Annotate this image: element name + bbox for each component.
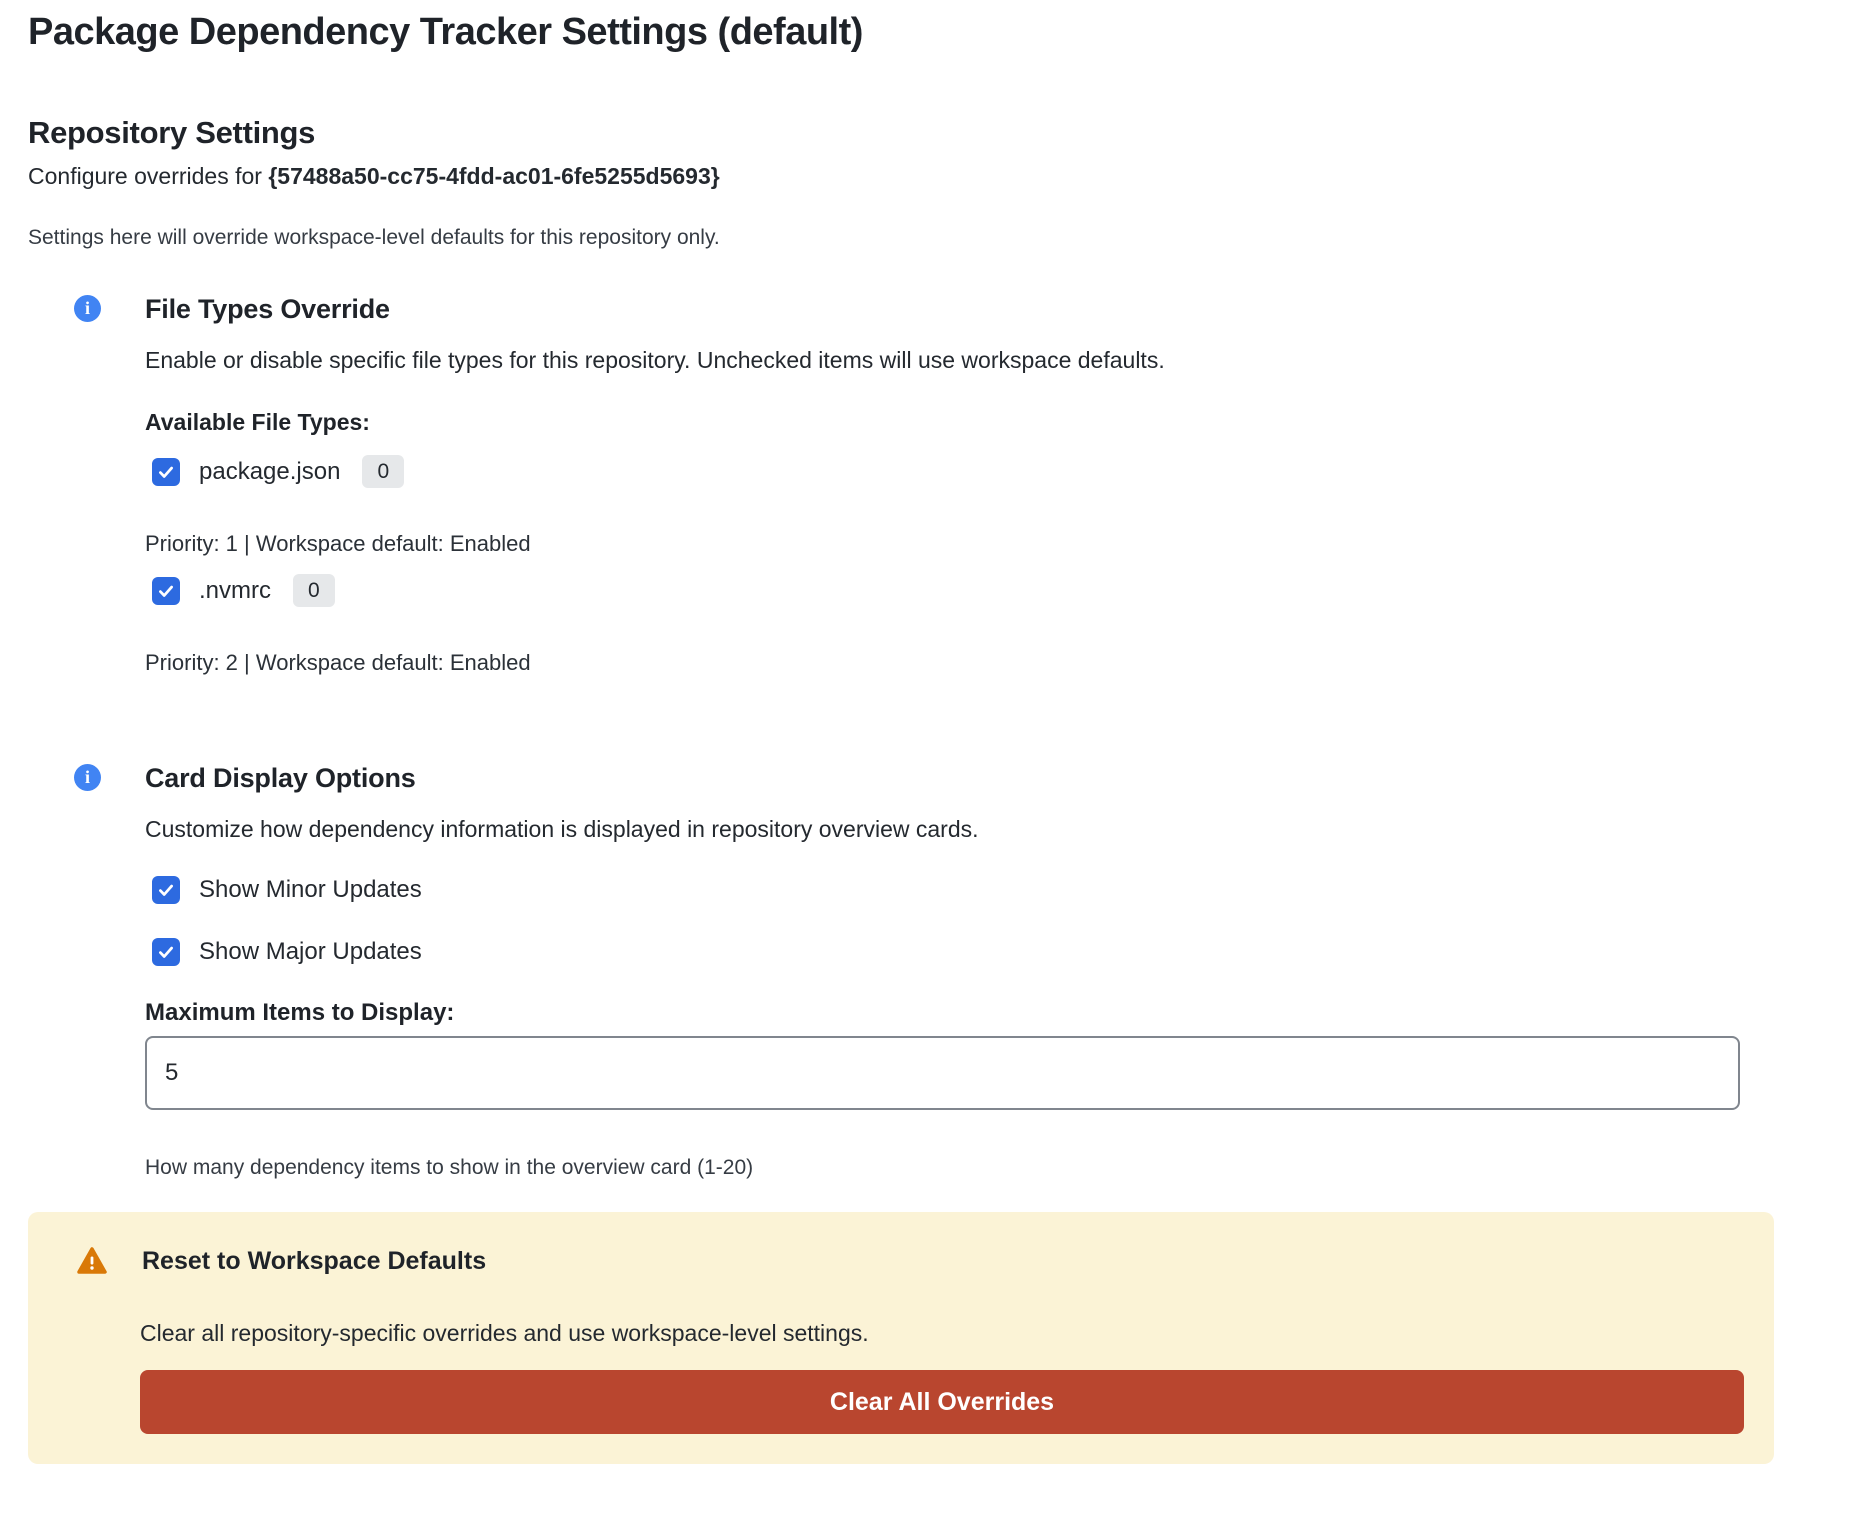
reset-description: Clear all repository-specific overrides and use workspace-level settings. — [140, 1320, 869, 1346]
file-types-override-heading: File Types Override — [145, 294, 390, 324]
configure-overrides-line — [28, 161, 1828, 191]
file-type-row-package-json[interactable] — [152, 455, 1740, 488]
option-label: Show Minor Updates — [199, 876, 422, 903]
max-items-label: Maximum Items to Display: — [145, 999, 455, 1026]
repository-id: {57488a50-cc75-4fdd-ac01-6fe5255d5693} — [268, 163, 720, 189]
file-types-override-description: Enable or disable specific file types for this repository. Unchecked items will use workspace defaults. — [145, 347, 1165, 373]
override-note: Settings here will override workspace-level defaults for this repository only. — [28, 226, 720, 249]
checkbox-show-minor-updates[interactable] — [152, 876, 180, 904]
configure-overrides-prefix: Configure overrides for — [28, 163, 269, 189]
priority-meta: Priority: 1 | Workspace default: Enabled — [145, 531, 531, 556]
checkbox-show-major-updates[interactable] — [152, 938, 180, 966]
option-row-show-major-updates[interactable] — [152, 938, 1740, 966]
option-row-show-minor-updates[interactable] — [152, 876, 1740, 904]
clear-all-overrides-button[interactable]: Clear All Overrides — [140, 1370, 1744, 1434]
checkbox-nvmrc[interactable] — [152, 577, 180, 605]
check-icon — [157, 943, 175, 961]
repository-settings-heading: Repository Settings — [28, 115, 316, 150]
count-badge: 0 — [293, 574, 335, 607]
reset-warning-panel — [28, 1212, 1774, 1464]
max-items-input[interactable] — [145, 1036, 1740, 1110]
priority-meta: Priority: 2 | Workspace default: Enabled — [145, 650, 531, 675]
option-label: Show Major Updates — [199, 938, 422, 965]
page-title: Package Dependency Tracker Settings (default) — [28, 11, 863, 53]
info-icon[interactable]: i — [74, 295, 101, 322]
file-type-row-nvmrc[interactable] — [152, 574, 1740, 607]
section-file-types-override — [28, 293, 1828, 677]
info-icon[interactable]: i — [74, 764, 101, 791]
warning-triangle-icon — [77, 1247, 107, 1275]
available-file-types-label: Available File Types: — [145, 409, 370, 435]
section-card-display-options — [28, 762, 1828, 1182]
file-type-label: .nvmrc — [199, 576, 271, 604]
reset-warning-header — [77, 1246, 1744, 1276]
card-display-options-heading: Card Display Options — [145, 763, 416, 793]
count-badge: 0 — [362, 455, 404, 488]
reset-heading: Reset to Workspace Defaults — [142, 1247, 487, 1275]
file-type-label: package.json — [199, 457, 341, 485]
check-icon — [157, 582, 175, 600]
checkbox-package-json[interactable] — [152, 458, 180, 486]
card-display-options-description: Customize how dependency information is displayed in repository overview cards. — [145, 816, 979, 842]
check-icon — [157, 463, 175, 481]
check-icon — [157, 881, 175, 899]
max-items-help: How many dependency items to show in the overview card (1-20) — [145, 1156, 754, 1179]
